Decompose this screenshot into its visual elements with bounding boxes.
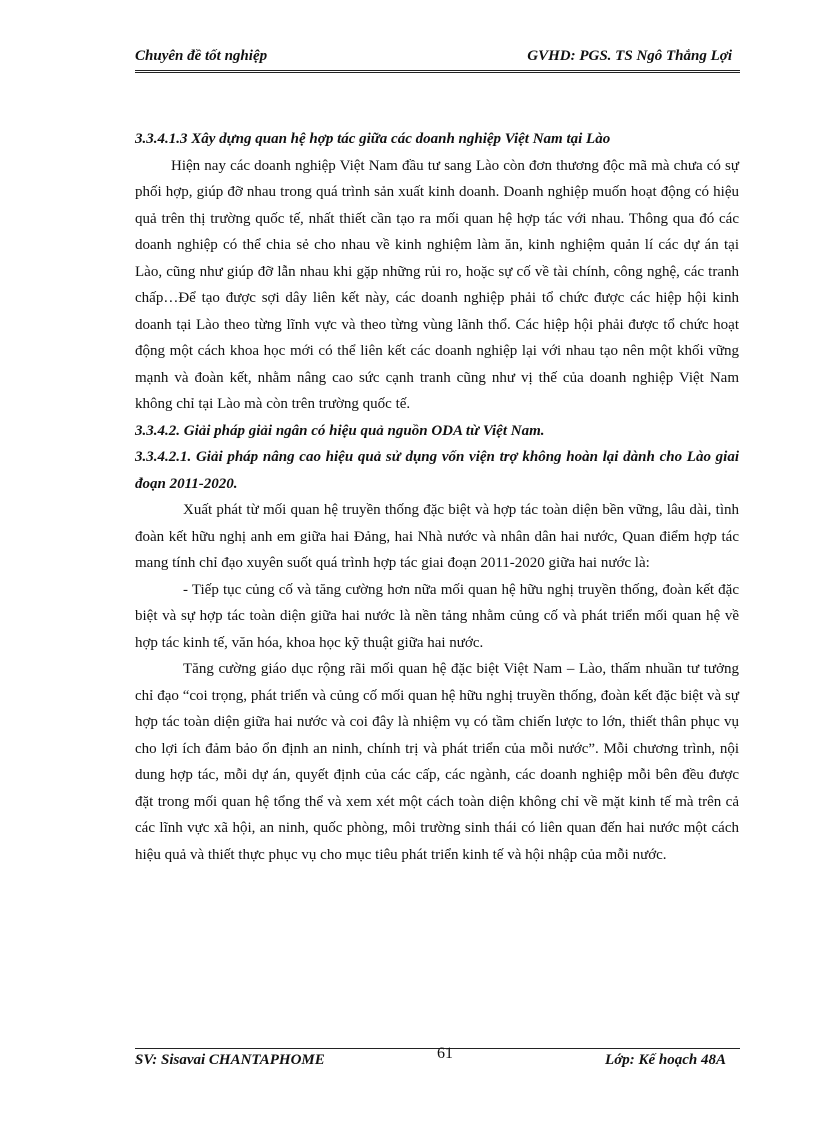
page-number: 61	[437, 1045, 453, 1062]
header-topic: Chuyên đề tốt nghiệp	[135, 48, 268, 64]
section-heading-3-3-4-2-1: 3.3.4.2.1. Giải pháp nâng cao hiệu quả sử dụng vốn viện trợ không hoàn lại dành cho Lào giai đoạn 2011-2020.	[135, 449, 739, 492]
section-heading-3-3-4-1-3: 3.3.4.1.3 Xây dựng quan hệ hợp tác giữa các doanh nghiệp Việt Nam tại Lào	[135, 131, 611, 147]
section-heading-3-3-4-2: 3.3.4.2. Giải pháp giải ngân có hiệu quả nguồn ODA từ Việt Nam.	[135, 422, 545, 439]
page-footer	[135, 1045, 740, 1068]
paragraph-education: Tăng cường giáo dục rộng rãi mối quan hệ đặc biệt Việt Nam – Lào, thấm nhuần tư tưởng chỉ đạo “coi trọng, phát triển và củng cố mối quan hệ hữu nghị truyền thống, đoàn kết đặc biệt và sự hợp tác toàn diện giữa hai nước và coi đây là nhiệm vụ có tầm chiến lược to lớn, thiết thân phục vụ cho lợi ích đảm bảo ổn định an ninh, chính trị và phát triển của mỗi nước”. Mỗi chương trình, nội dung hợp tác, mỗi dự án, quyết định của các cấp, các ngành, các doanh nghiệp mỗi bên đều được đặt trong mối quan hệ tổng thể và xem xét một cách toàn diện không chỉ về mặt kinh tế mà trên cả các lĩnh vực xã hội, an ninh, quốc phòng, môi trường sinh thái có liên quan đến hai nước một cách hiệu quả và thiết thực phục vụ cho mục tiêu phát triển kinh tế và hội nhập của mỗi nước.	[135, 661, 739, 863]
header-supervisor: GVHD: PGS. TS Ngô Thắng Lợi	[527, 48, 732, 64]
paragraph-business-cooperation: Hiện nay các doanh nghiệp Việt Nam đầu tư sang Lào còn đơn thương độc mã mà chưa có sự phối hợp, giúp đỡ nhau trong quá trình sản xuất kinh doanh. Doanh nghiệp muốn hoạt động có hiệu quả trên thị trường quốc tế, nhất thiết cần tạo ra mối quan hệ hợp tác với nhau. Thông qua đó các doanh nghiệp có thể chia sẻ cho nhau về kinh nghiệm làm ăn, kinh nghiệm quản lí các dự án tại Lào, cũng như giúp đỡ lẫn nhau khi gặp những rủi ro, hoặc sự cố về tài chính, công nghệ, các tranh chấp…Để tạo được sợi dây liên kết này, các doanh nghiệp phải tổ chức được các hiệp hội kinh doanh tại Lào theo từng lĩnh vực và theo từng vùng lãnh thổ. Các hiệp hội phải được tổ chức hoạt động một cách khoa học mới có thể liên kết các doanh nghiệp lại với nhau tạo nên một khối vững mạnh và đoàn kết, nhằm nâng cao sức cạnh tranh cũng như vị thế của doanh nghiệp Việt Nam không chỉ tại Lào mà còn trên trường quốc tế.	[135, 157, 739, 412]
footer-student: SV: Sisavai CHANTAPHOME	[135, 1052, 325, 1068]
paragraph-bullet-strengthen: - Tiếp tục củng cố và tăng cường hơn nữa mối quan hệ hữu nghị truyền thống, đoàn kết đặc biệt và sự hợp tác toàn diện giữa hai nước là nền tảng nhằm củng cố và phát triển mối quan hệ về hợp tác kinh tế, văn hóa, khoa học kỹ thuật giữa hai nước.	[135, 581, 739, 651]
document-body	[135, 126, 739, 868]
page-header	[135, 48, 740, 73]
paragraph-cooperation-viewpoint: Xuất phát từ mối quan hệ truyền thống đặc biệt và hợp tác toàn diện bền vững, lâu dài, tình đoàn kết hữu nghị anh em giữa hai Đảng, hai Nhà nước và nhân dân hai nước, Quan điểm hợp tác mang tính chỉ đạo xuyên suốt quá trình hợp tác giai đoạn 2011-2020 giữa hai nước là:	[135, 502, 739, 571]
footer-class: Lớp: Kế hoạch 48A	[605, 1052, 726, 1068]
